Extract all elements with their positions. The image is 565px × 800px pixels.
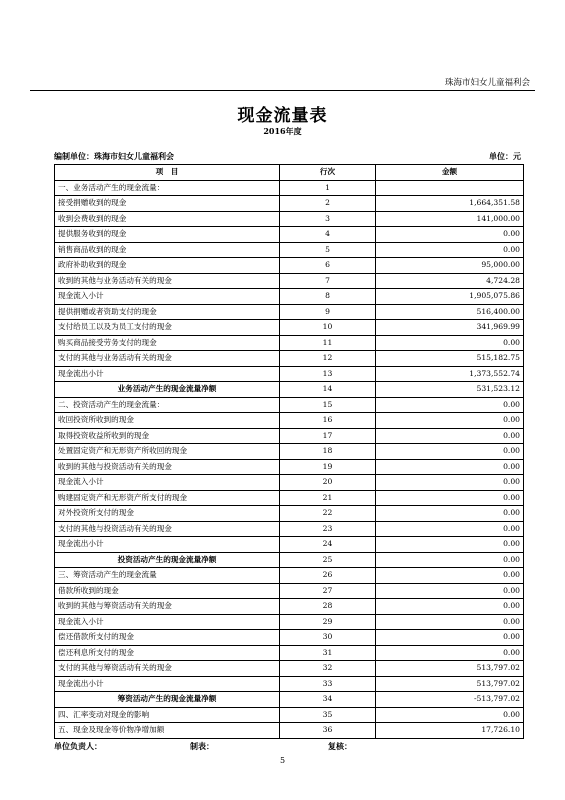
row-item: 购建固定资产和无形资产所支付的现金 <box>55 490 280 506</box>
row-amount: 0.00 <box>376 335 524 351</box>
table-row <box>55 180 524 196</box>
row-amount: 0.00 <box>376 242 524 258</box>
row-line-number: 4 <box>280 227 376 243</box>
row-item: 收回投资所收到的现金 <box>55 413 280 429</box>
row-item: 收到的其他与业务活动有关的现金 <box>55 273 280 289</box>
row-line-number: 27 <box>280 583 376 599</box>
row-line-number: 20 <box>280 475 376 491</box>
row-line-number: 3 <box>280 211 376 227</box>
table-row <box>55 692 524 708</box>
row-line-number: 29 <box>280 614 376 630</box>
row-item: 提供捐赠或者资助支付的现金 <box>55 304 280 320</box>
row-item: 收到的其他与筹资活动有关的现金 <box>55 599 280 615</box>
row-amount: 4,724.28 <box>376 273 524 289</box>
row-amount: 0.00 <box>376 444 524 460</box>
row-item: 借款所收到的现金 <box>55 583 280 599</box>
row-item: 现金流入小计 <box>55 289 280 305</box>
row-amount: 516,400.00 <box>376 304 524 320</box>
table-row <box>55 707 524 723</box>
row-item: 销售商品收到的现金 <box>55 242 280 258</box>
table-row <box>55 599 524 615</box>
table-row <box>55 273 524 289</box>
row-amount: 0.00 <box>376 227 524 243</box>
table-body <box>55 180 524 738</box>
row-line-number: 19 <box>280 459 376 475</box>
row-item: 现金流出小计 <box>55 366 280 382</box>
row-item: 一、业务活动产生的现金流量： <box>55 180 280 196</box>
row-line-number: 30 <box>280 630 376 646</box>
table-row <box>55 320 524 336</box>
row-amount: 0.00 <box>376 583 524 599</box>
table-row <box>55 196 524 212</box>
row-amount: 0.00 <box>376 707 524 723</box>
table-row <box>55 723 524 739</box>
row-line-number: 33 <box>280 676 376 692</box>
preparer-label: 制表： <box>190 741 214 751</box>
row-amount: 0.00 <box>376 459 524 475</box>
responsible-label: 单位负责人： <box>54 741 102 751</box>
row-item: 二、投资活动产生的现金流量： <box>55 397 280 413</box>
row-amount: 0.00 <box>376 630 524 646</box>
row-line-number: 25 <box>280 552 376 568</box>
row-item: 现金流出小计 <box>55 537 280 553</box>
row-line-number: 21 <box>280 490 376 506</box>
row-item: 处置固定资产和无形资产所收回的现金 <box>55 444 280 460</box>
row-item: 对外投资所支付的现金 <box>55 506 280 522</box>
row-item: 支付的其他与业务活动有关的现金 <box>55 351 280 367</box>
row-item: 四、汇率变动对现金的影响 <box>55 707 280 723</box>
header-rule <box>30 90 535 91</box>
row-amount: 0.00 <box>376 552 524 568</box>
table-row <box>55 366 524 382</box>
table-row <box>55 583 524 599</box>
table-row <box>55 289 524 305</box>
column-header-line: 行次 <box>280 165 376 181</box>
row-line-number: 24 <box>280 537 376 553</box>
row-amount: 0.00 <box>376 521 524 537</box>
row-amount: 515,182.75 <box>376 351 524 367</box>
table-row <box>55 444 524 460</box>
row-line-number: 12 <box>280 351 376 367</box>
row-line-number: 6 <box>280 258 376 274</box>
row-amount: 1,373,552.74 <box>376 366 524 382</box>
table-row <box>55 397 524 413</box>
column-header-item: 项 目 <box>55 165 280 181</box>
table-row <box>55 521 524 537</box>
table-header-row <box>55 165 524 181</box>
row-amount: 0.00 <box>376 506 524 522</box>
row-line-number: 8 <box>280 289 376 305</box>
row-amount: 1,905,075.86 <box>376 289 524 305</box>
row-amount: 0.00 <box>376 614 524 630</box>
reviewer-label: 复核： <box>328 741 352 751</box>
table-row <box>55 661 524 677</box>
table-row <box>55 630 524 646</box>
row-amount: 0.00 <box>376 599 524 615</box>
row-line-number: 2 <box>280 196 376 212</box>
row-amount: 0.00 <box>376 428 524 444</box>
row-item: 支付给员工以及为员工支付的现金 <box>55 320 280 336</box>
row-amount: 141,000.00 <box>376 211 524 227</box>
table-row <box>55 304 524 320</box>
row-amount: 341,969.99 <box>376 320 524 336</box>
row-line-number: 11 <box>280 335 376 351</box>
document-year: 2016年度 <box>263 126 302 136</box>
row-line-number: 22 <box>280 506 376 522</box>
row-item: 收到的其他与投资活动有关的现金 <box>55 459 280 475</box>
row-amount: 0.00 <box>376 537 524 553</box>
row-amount: 95,000.00 <box>376 258 524 274</box>
table-row <box>55 382 524 398</box>
row-amount: 513,797.02 <box>376 661 524 677</box>
row-item: 购买商品接受劳务支付的现金 <box>55 335 280 351</box>
org-header: 珠海市妇女儿童福利会 <box>444 78 530 88</box>
row-line-number: 17 <box>280 428 376 444</box>
row-amount: 0.00 <box>376 397 524 413</box>
table-row <box>55 428 524 444</box>
row-item: 现金流入小计 <box>55 475 280 491</box>
table-row <box>55 614 524 630</box>
row-amount: 1,664,351.58 <box>376 196 524 212</box>
row-line-number: 14 <box>280 382 376 398</box>
row-item: 五、现金及现金等价物净增加额 <box>55 723 280 739</box>
row-line-number: 34 <box>280 692 376 708</box>
row-item: 业务活动产生的现金流量净额 <box>55 382 280 398</box>
preparing-unit: 编制单位：珠海市妇女儿童福利会 <box>54 151 174 161</box>
table-row <box>55 490 524 506</box>
page-number: 5 <box>279 756 286 765</box>
row-line-number: 7 <box>280 273 376 289</box>
row-amount: 0.00 <box>376 413 524 429</box>
row-amount: 513,797.02 <box>376 676 524 692</box>
table-row <box>55 413 524 429</box>
row-amount: 0.00 <box>376 490 524 506</box>
row-amount: 0.00 <box>376 645 524 661</box>
row-amount: 0.00 <box>376 475 524 491</box>
row-amount: 0.00 <box>376 568 524 584</box>
row-item: 偿还利息所支付的现金 <box>55 645 280 661</box>
row-line-number: 15 <box>280 397 376 413</box>
row-item: 现金流入小计 <box>55 614 280 630</box>
row-item: 接受捐赠收到的现金 <box>55 196 280 212</box>
row-line-number: 31 <box>280 645 376 661</box>
table-row <box>55 258 524 274</box>
table-row <box>55 211 524 227</box>
table-row <box>55 335 524 351</box>
row-line-number: 16 <box>280 413 376 429</box>
row-line-number: 23 <box>280 521 376 537</box>
row-line-number: 13 <box>280 366 376 382</box>
row-line-number: 10 <box>280 320 376 336</box>
row-amount: -513,797.02 <box>376 692 524 708</box>
table-row <box>55 676 524 692</box>
row-line-number: 18 <box>280 444 376 460</box>
row-line-number: 5 <box>280 242 376 258</box>
table-row <box>55 242 524 258</box>
row-item: 投资活动产生的现金流量净额 <box>55 552 280 568</box>
row-line-number: 35 <box>280 707 376 723</box>
table-row <box>55 506 524 522</box>
table-row <box>55 537 524 553</box>
row-item: 三、筹资活动产生的现金流量 <box>55 568 280 584</box>
row-item: 偿还借款所支付的现金 <box>55 630 280 646</box>
row-line-number: 32 <box>280 661 376 677</box>
row-line-number: 28 <box>280 599 376 615</box>
row-amount: 17,726.10 <box>376 723 524 739</box>
row-item: 政府补助收到的现金 <box>55 258 280 274</box>
table-row <box>55 552 524 568</box>
row-line-number: 26 <box>280 568 376 584</box>
table-row <box>55 459 524 475</box>
row-item: 筹资活动产生的现金流量净额 <box>55 692 280 708</box>
row-item: 现金流出小计 <box>55 676 280 692</box>
row-amount <box>376 180 524 196</box>
cash-flow-table <box>54 164 524 739</box>
currency-unit: 单位：元 <box>489 151 521 161</box>
table-row <box>55 351 524 367</box>
table-row <box>55 475 524 491</box>
row-item: 支付的其他与投资活动有关的现金 <box>55 521 280 537</box>
row-item: 收到会费收到的现金 <box>55 211 280 227</box>
table-row <box>55 645 524 661</box>
row-amount: 531,523.12 <box>376 382 524 398</box>
table-row <box>55 568 524 584</box>
row-line-number: 36 <box>280 723 376 739</box>
document-title: 现金流量表 <box>237 106 328 126</box>
column-header-amount: 金额 <box>376 165 524 181</box>
row-line-number: 1 <box>280 180 376 196</box>
row-item: 取得投资收益所收到的现金 <box>55 428 280 444</box>
row-item: 提供服务收到的现金 <box>55 227 280 243</box>
table-row <box>55 227 524 243</box>
row-line-number: 9 <box>280 304 376 320</box>
row-item: 支付的其他与筹资活动有关的现金 <box>55 661 280 677</box>
